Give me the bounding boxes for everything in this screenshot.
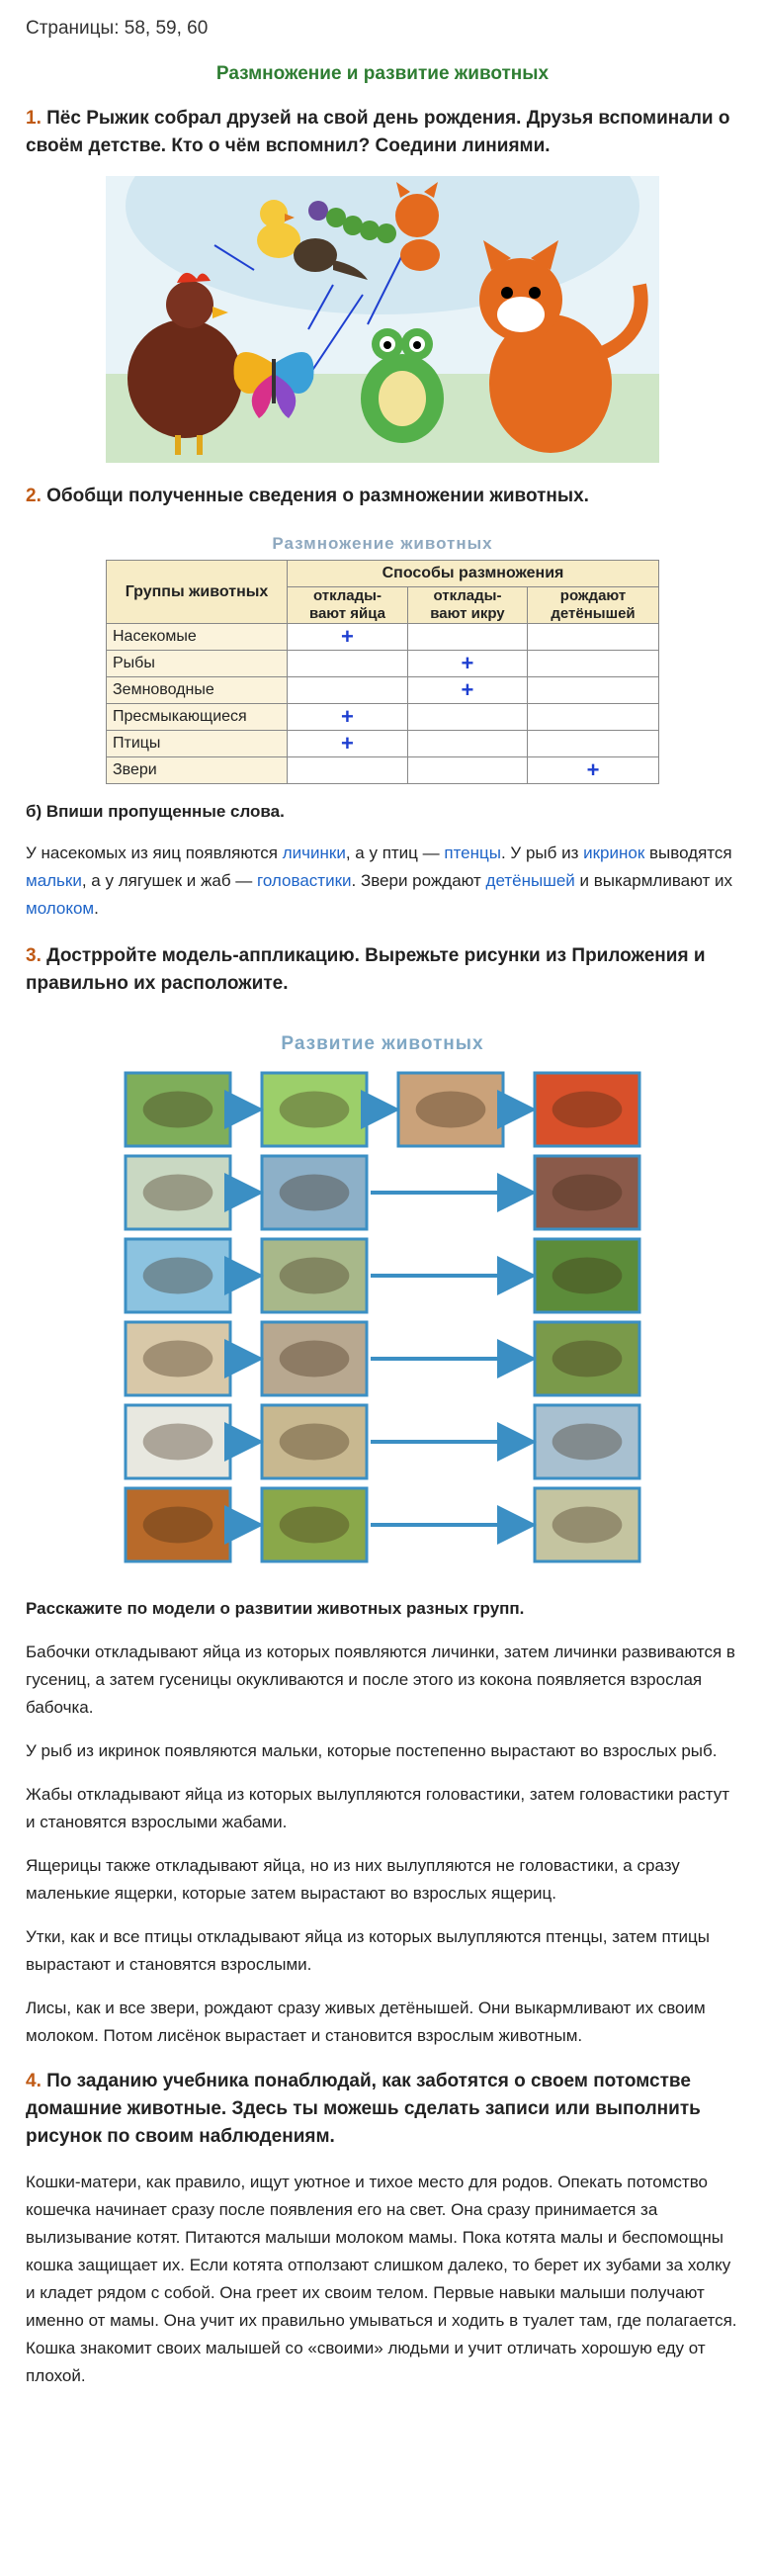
table-cell: [528, 704, 659, 731]
plus-mark: +: [461, 651, 474, 675]
table-cell: [407, 731, 527, 757]
lizard-row-figure: [143, 1341, 213, 1377]
butterfly-row-figure: [416, 1092, 486, 1128]
plus-mark: +: [461, 677, 474, 702]
butterfly-row-figure: [552, 1092, 623, 1128]
story-paragraph: У рыб из икринок появляются мальки, которые постепенно вырастают во взрослых рыб.: [26, 1741, 718, 1760]
plus-mark: +: [341, 731, 354, 755]
duck-row-figure: [280, 1424, 350, 1461]
group-header: Группы животных: [107, 561, 288, 624]
table-cell: [528, 651, 659, 677]
answer-word: молоком: [26, 899, 95, 918]
table-cell: [407, 677, 527, 704]
task-3-number: 3.: [26, 945, 42, 966]
lizard-row-figure: [280, 1341, 350, 1377]
table-cell: [288, 731, 408, 757]
duck-row-figure: [552, 1424, 623, 1461]
table-row: [107, 651, 659, 677]
frog-row-figure: [143, 1258, 213, 1294]
story-paragraph: Утки, как и все птицы откладывают яйца из которых вылупляются птенцы, затем птицы вырастают и становятся взрослыми.: [26, 1927, 710, 1974]
kitten-icon: [395, 182, 440, 271]
task-2b-heading: б) Впиши пропущенные слова.: [26, 802, 285, 821]
task-2-text: Обобщи полученные сведения о размножении животных.: [46, 486, 589, 506]
story-paragraph: Бабочки откладывают яйца из которых появляются личинки, затем личинки развиваются в гусениц, а затем гусеницы окукливаются и после этого из кокона появляется взрослая бабочка.: [26, 1643, 735, 1717]
table-cell: [288, 677, 408, 704]
development-model: [116, 1063, 649, 1577]
pages-label: Страницы: 58, 59, 60: [26, 18, 209, 39]
fish-row-figure: [143, 1175, 213, 1211]
table-row: [107, 677, 659, 704]
story-paragraph: Лисы, как и все звери, рождают сразу живых детёнышей. Они выкармливают их своим молоком. Потом лисёнок вырастает и становится взрослым животным.: [26, 1999, 706, 2045]
animals-illustration: [106, 176, 659, 463]
task-3-text: Дострройте модель-аппликацию. Вырежьте рисунки из Приложения и правильно их расположите.: [26, 945, 706, 994]
task-4: [26, 2068, 739, 2151]
page-title: Размножение и развитие животных: [215, 63, 550, 84]
development-title: Развитие животных: [281, 1033, 484, 1054]
group-name: Насекомые: [107, 624, 288, 651]
butterfly-row-figure: [280, 1092, 350, 1128]
story-paragraph: Ящерицы также откладывают яйца, но из них вылупляются не головастики, а сразу маленькие ящерки, которые затем вырастают во взрослых ящериц.: [26, 1856, 680, 1903]
plus-mark: +: [341, 704, 354, 729]
group-name: Рыбы: [107, 651, 288, 677]
table-cell: [528, 677, 659, 704]
task-4-answer: Кошки-матери, как правило, ищут уютное и тихое место для родов. Опекать потомство кошечка начинает сразу после появления его на свет. Она сразу принимается за вылизывание котят. Питаются малыши молоком мамы. Пока котята малы и беспомощны кошка защищает их. Если котята отползают слишком далеко, то берет их зубами за холку и кладет рядом с собой. Она греет их своим телом. Первые навыки малыши получают именно от мамы. Она учит их правильно умываться и ходить в туалет там, где полагается. Кошка знакомит своих малышей со «своими» людьми и учит отличать хорошую еду от плохой.: [26, 2173, 737, 2385]
task-3: [26, 942, 739, 998]
table-row: [107, 731, 659, 757]
table-cell: [288, 624, 408, 651]
group-name: Птицы: [107, 731, 288, 757]
frog-row-figure: [552, 1258, 623, 1294]
butterfly-row-figure: [143, 1092, 213, 1128]
fox-row-figure: [143, 1507, 213, 1544]
duck-row-figure: [143, 1424, 213, 1461]
reproduction-table-block: [106, 534, 659, 784]
group-name: Земноводные: [107, 677, 288, 704]
group-name: Звери: [107, 757, 288, 784]
task-1-number: 1.: [26, 108, 42, 129]
answer-word: личинки: [282, 844, 346, 862]
table-cell: [407, 651, 527, 677]
answer-word: мальки: [26, 871, 82, 890]
answer-word: икринок: [583, 844, 645, 862]
answer-word: детёнышей: [485, 871, 575, 890]
lizard-row-figure: [552, 1341, 623, 1377]
col-live-birth-header: рождают детёнышей: [528, 587, 659, 624]
table-cell: [288, 757, 408, 784]
task-1-text: Пёс Рыжик собрал друзей на свой день рождения. Друзья вспоминали о своём детстве. Кто о чём вспомнил? Соедини линиями.: [26, 108, 730, 156]
stories: [26, 1639, 739, 2050]
fox-row-figure: [280, 1507, 350, 1544]
group-name: Пресмыкающиеся: [107, 704, 288, 731]
plus-mark: +: [586, 757, 600, 782]
table-title: Размножение животных: [272, 534, 493, 553]
fill-paragraph: У насекомых из яиц появляются личинки, а у птиц — птенцы. У рыб из икринок выводятся мальки, а у лягушек и жаб — головастики. Звери рождают детёнышей и выкармливают их молоком.: [26, 844, 732, 918]
table-cell: [407, 704, 527, 731]
methods-header: Способы размножения: [288, 561, 659, 587]
answer-word: головастики: [257, 871, 352, 890]
table-cell: [528, 757, 659, 784]
task-2: [26, 483, 739, 510]
table-row: [107, 704, 659, 731]
frog-row-figure: [280, 1258, 350, 1294]
fish-row-figure: [280, 1175, 350, 1211]
col-spawn-header: отклады- вают икру: [407, 587, 527, 624]
plus-mark: +: [341, 624, 354, 649]
frog-icon: [361, 328, 444, 443]
answer-word: птенцы: [444, 844, 501, 862]
task-2-number: 2.: [26, 486, 42, 506]
reproduction-table: [106, 560, 659, 784]
task-4-text: По заданию учебника понаблюдай, как заботятся о своем потомстве домашние животные. Здесь ты можешь сделать записи или выполнить рисунок по своим наблюдениям.: [26, 2071, 701, 2147]
table-cell: [528, 624, 659, 651]
fox-row-figure: [552, 1507, 623, 1544]
task-1: [26, 105, 739, 160]
table-cell: [407, 624, 527, 651]
table-row: [107, 757, 659, 784]
col-eggs-header: отклады- вают яйца: [288, 587, 408, 624]
table-cell: [407, 757, 527, 784]
table-cell: [288, 651, 408, 677]
story-paragraph: Жабы откладывают яйца из которых вылупляются головастики, затем головастики растут и становятся взрослыми жабами.: [26, 1785, 730, 1831]
table-cell: [288, 704, 408, 731]
task-4-number: 4.: [26, 2071, 42, 2091]
fish-row-figure: [552, 1175, 623, 1211]
tell-heading: Расскажите по модели о развитии животных разных групп.: [26, 1599, 525, 1618]
table-cell: [528, 731, 659, 757]
table-row: [107, 624, 659, 651]
